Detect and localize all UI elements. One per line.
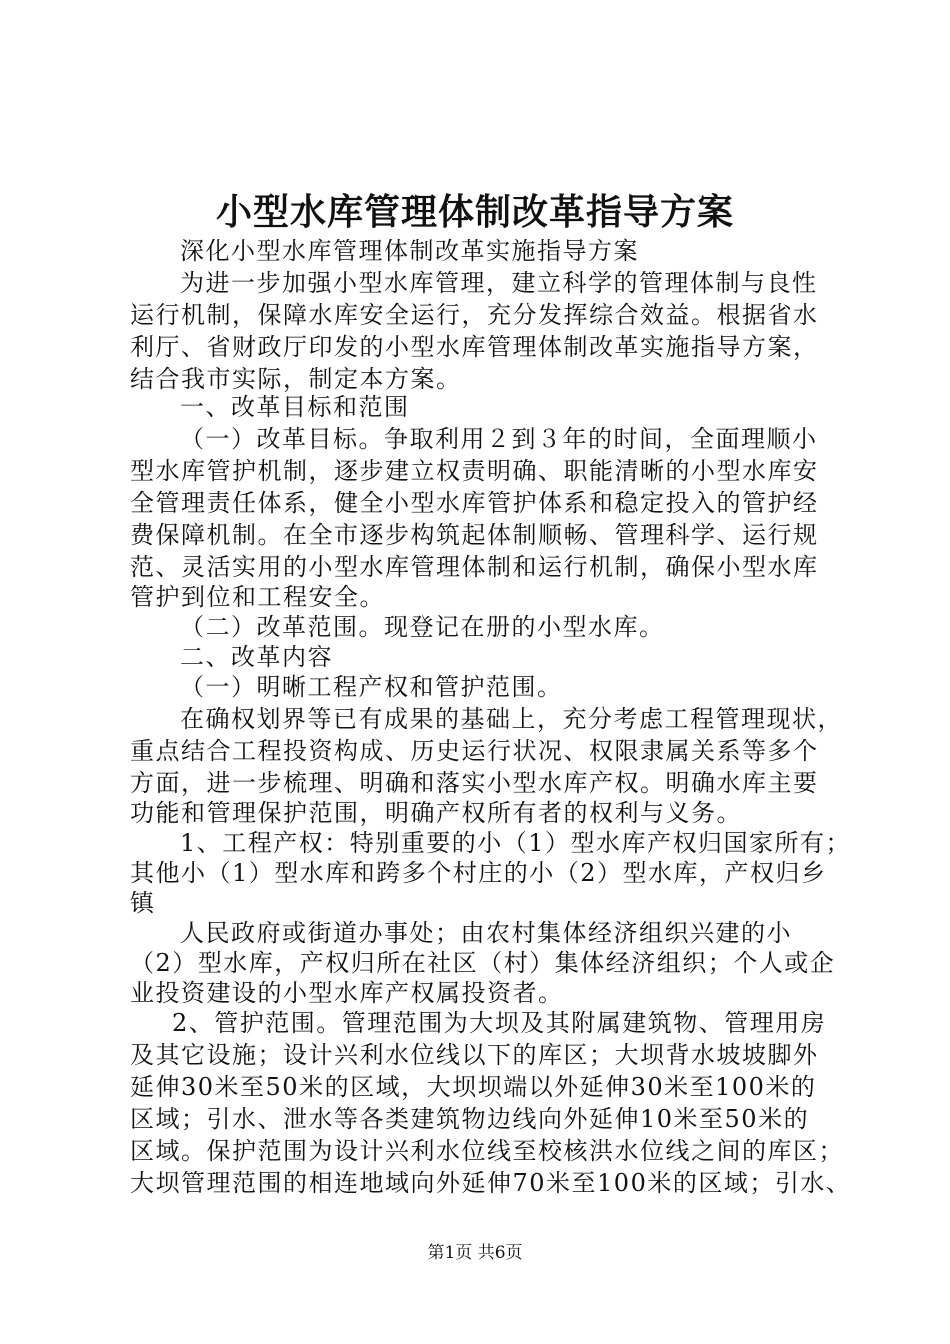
paragraph-line: 重点结合工程投资构成、历史运行状况、权限隶属关系等多个 <box>130 737 819 765</box>
paragraph-line: 人民政府或街道办事处；由农村集体经济组织兴建的小 <box>180 919 792 947</box>
paragraph-line: 其他小（1）型水库和跨多个村庄的小（2）型水库，产权归乡 <box>130 859 827 887</box>
paragraph-line: 费保障机制。在全市逐步构筑起体制顺畅、管理科学、运行规 <box>130 521 819 549</box>
paragraph-line: 范、灵活实用的小型水库管理体制和运行机制，确保小型水库 <box>130 553 819 581</box>
section-heading: 二、改革内容 <box>180 643 333 671</box>
document-title: 小型水库管理体制改革指导方案 <box>215 191 734 233</box>
page-number-footer: 第1页 共6页 <box>427 1243 523 1263</box>
paragraph-line: 全管理责任体系，健全小型水库管护体系和稳定投入的管护经 <box>130 489 819 517</box>
subsection-heading: （一）明晰工程产权和管护范围。 <box>180 673 563 701</box>
paragraph-line: 1、工程产权：特别重要的小（1）型水库产权归国家所有； <box>180 829 852 857</box>
paragraph-line: 为进一步加强小型水库管理，建立科学的管理体制与良性 <box>180 269 818 297</box>
paragraph-line: 结合我市实际，制定本方案。 <box>130 365 462 393</box>
paragraph-line: 大坝管理范围的相连地域向外延伸70米至100米的区域；引水、 <box>130 1169 852 1197</box>
paragraph-line: 深化小型水库管理体制改革实施指导方案 <box>180 237 639 265</box>
section-heading: 一、改革目标和范围 <box>180 393 410 421</box>
paragraph-line: 区域；引水、泄水等各类建筑物边线向外延伸10米至50米的 <box>130 1105 810 1133</box>
paragraph-line: 延伸30米至50米的区域，大坝坝端以外延伸30米至100米的 <box>130 1073 817 1101</box>
paragraph-line: 及其它设施；设计兴利水位线以下的库区；大坝背水坡坡脚外 <box>130 1041 819 1069</box>
paragraph-line: （2）型水库，产权归所在社区（村）集体经济组织；个人或企 <box>130 949 836 977</box>
paragraph-line: 区域。保护范围为设计兴利水位线至校核洪水位线之间的库区； <box>130 1137 844 1165</box>
paragraph-line: 型水库管护机制，逐步建立权责明确、职能清晰的小型水库安 <box>130 457 819 485</box>
paragraph-line: 业投资建设的小型水库产权属投资者。 <box>130 979 564 1007</box>
paragraph-line: 利厅、省财政厅印发的小型水库管理体制改革实施指导方案， <box>130 333 819 361</box>
paragraph-line: 镇 <box>130 889 156 917</box>
paragraph-line: 在确权划界等已有成果的基础上，充分考虑工程管理现状， <box>180 705 843 733</box>
paragraph-line: 方面，进一步梳理、明确和落实小型水库产权。明确水库主要 <box>130 769 819 797</box>
paragraph-line: （一）改革目标。争取利用２到３年的时间，全面理顺小 <box>180 425 818 453</box>
paragraph-line: 2、管护范围。管理范围为大坝及其附属建筑物、管理用房 <box>172 1009 827 1037</box>
paragraph-line: 运行机制，保障水库安全运行，充分发挥综合效益。根据省水 <box>130 301 819 329</box>
paragraph-line: 管护到位和工程安全。 <box>130 583 385 611</box>
paragraph-line: 功能和管理保护范围，明确产权所有者的权利与义务。 <box>130 799 742 827</box>
paragraph-line: （二）改革范围。现登记在册的小型水库。 <box>180 613 665 641</box>
